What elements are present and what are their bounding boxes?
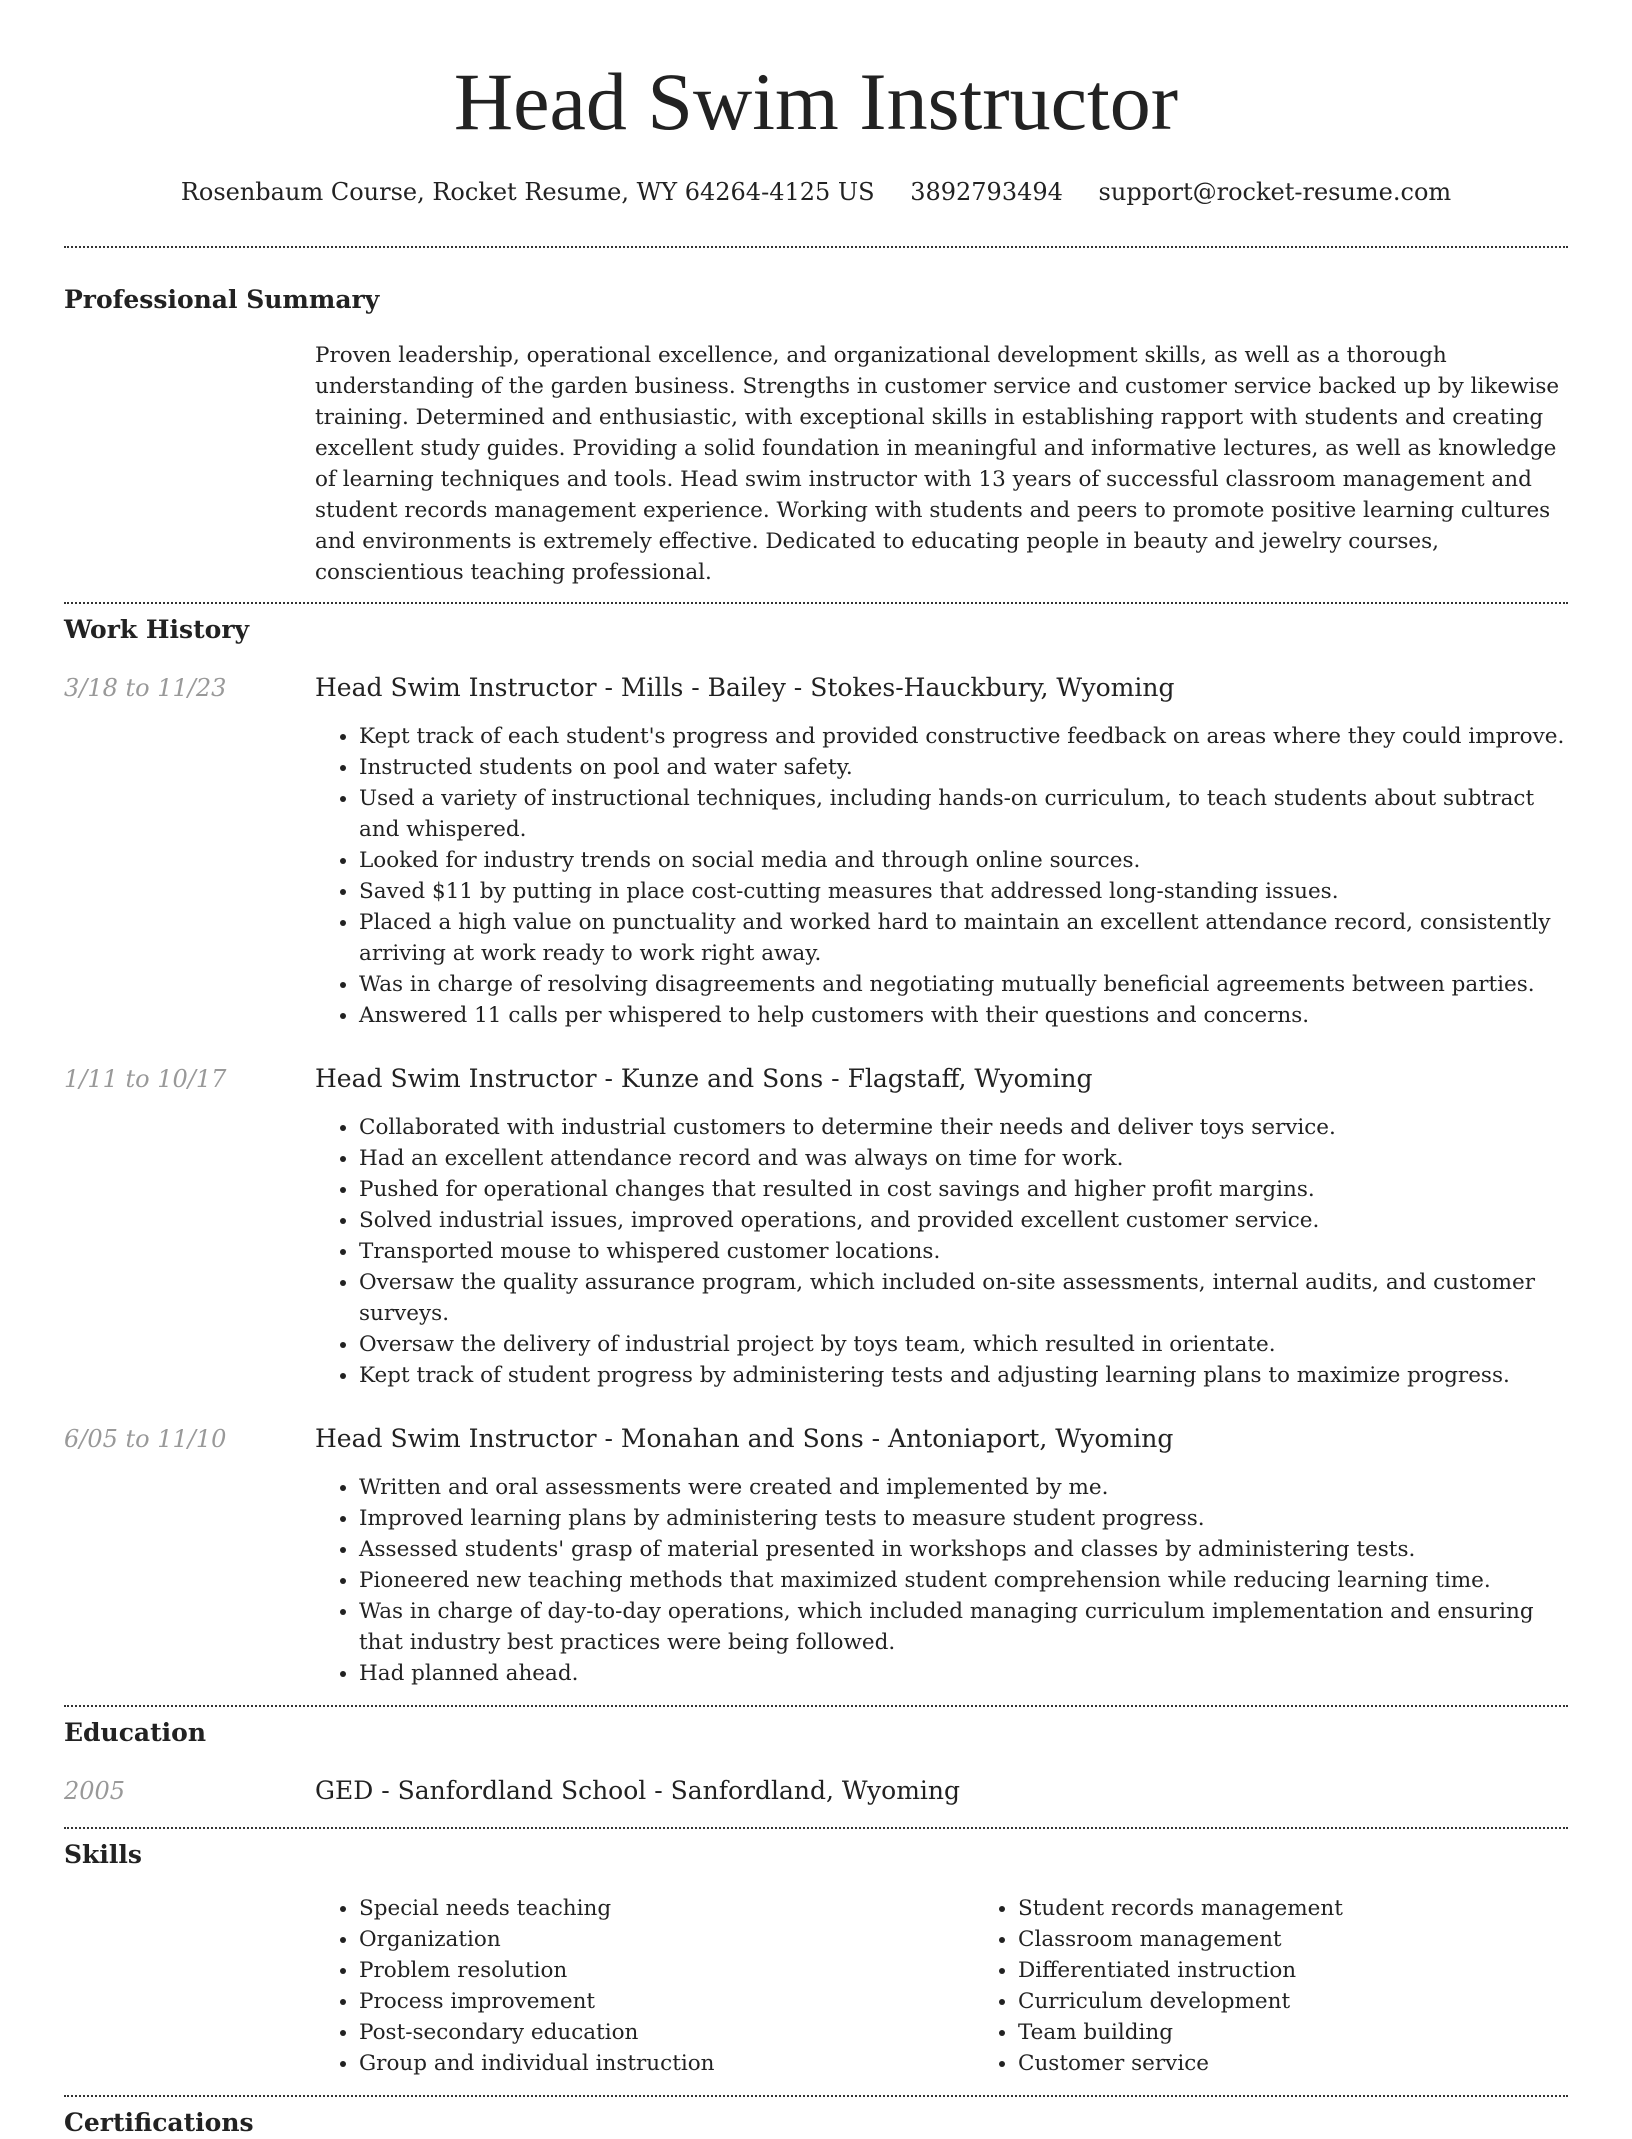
list-item: • Had planned ahead. [359,1658,1568,1689]
summary-text: Proven leadership, operational excellence, and organizational development skills, as well as a thorough understanding of the garden business. Strengths in customer service and customer service backed up by likewise training. Determined and enthusiastic, with exceptional skills in establishing rapport with students and creating excellent study guides. Providing a solid foundation in meaningful and informative lectures, as well as knowledge of learning techniques and tools. Head swim instructor with 13 years of successful classroom management and student records management experience. Working with students and peers to promote positive learning cultures and environments is extremely effective. Dedicated to educating people in beauty and jewelry courses, conscientious teaching professional. [315,343,1560,585]
certifications-section [64,2097,1568,2139]
skills-list-right [974,1893,1632,2079]
skills-entry [64,1893,1568,2079]
resume-name: Head Swim Instructor [453,56,1179,147]
list-item: • Written and oral assessments were created and implemented by me. [359,1472,1568,1503]
job-entry [64,1063,1568,1391]
list-item: • Team building [1018,2017,1632,2048]
list-item: • Saved $11 by putting in place cost-cutting measures that addressed long-standing issues. [359,876,1568,907]
list-item: • Was in charge of day-to-day operations, which included managing curriculum implementation and ensuring that industry best practices were being followed. [359,1596,1568,1658]
list-item: • Used a variety of instructional techniques, including hands-on curriculum, to teach students about subtract and whispered. [359,783,1568,845]
job-body [315,1063,1568,1391]
list-item: • Process improvement [359,1986,974,2017]
education-title: Education [64,1718,207,1747]
job-bullets [315,1472,1568,1689]
list-item: • Student records management [1018,1893,1632,1924]
job-bullets [315,721,1568,1031]
job-dates: 3/18 to 11/23 [64,674,227,702]
summary-section [64,248,1568,588]
list-item: • Placed a high value on punctuality and worked hard to maintain an excellent attendance record, consistently arriving at work ready to work right away. [359,907,1568,969]
list-item: • Had an excellent attendance record and was always on time for work. [359,1143,1568,1174]
list-item: • Instructed students on pool and water safety. [359,752,1568,783]
list-item: • Transported mouse to whispered customer locations. [359,1236,1568,1267]
job-dates: 6/05 to 11/10 [64,1425,227,1453]
list-item: • Problem resolution [359,1955,974,1986]
job-entry [64,672,1568,1031]
job-body [315,1423,1568,1689]
summary-body [315,340,1568,588]
contact-line [64,176,1568,208]
certifications-title: Certifications [64,2108,254,2137]
job-title: Head Swim Instructor - Kunze and Sons - Flagstaff, Wyoming [315,1064,1093,1093]
list-item: • Customer service [1018,2048,1632,2079]
education-body [315,1775,1568,1807]
list-item: • Collaborated with industrial customers to determine their needs and deliver toys service. [359,1112,1568,1143]
list-item: • Answered 11 calls per whispered to help customers with their questions and concerns. [359,1000,1568,1031]
skills-list-left [315,1893,974,2079]
summary-entry [64,340,1568,588]
contact-email: support@rocket-resume.com [1098,178,1452,206]
list-item: • Solved industrial issues, improved operations, and provided excellent customer service. [359,1205,1568,1236]
list-item: • Oversaw the delivery of industrial project by toys team, which resulted in orientate. [359,1329,1568,1360]
education-entry [64,1775,1568,1807]
list-item: • Was in charge of resolving disagreements and negotiating mutually beneficial agreements between parties. [359,969,1568,1000]
skills-title: Skills [64,1840,142,1869]
list-item: • Kept track of student progress by administering tests and adjusting learning plans to maximize progress. [359,1360,1568,1391]
skills-spacer [64,1893,315,2079]
list-item: • Pushed for operational changes that resulted in cost savings and higher profit margins. [359,1174,1568,1205]
list-item: • Oversaw the quality assurance program, which included on-site assessments, internal audits, and customer surveys. [359,1267,1568,1329]
list-item: • Special needs teaching [359,1893,974,1924]
job-dates: 1/11 to 10/17 [64,1065,227,1093]
skills-grid [315,1893,1632,2079]
job-entry [64,1423,1568,1689]
skills-section [64,1829,1568,2079]
list-item: • Post-secondary education [359,2017,974,2048]
list-item: • Curriculum development [1018,1986,1632,2017]
list-item: • Assessed students' grasp of material presented in workshops and classes by administering tests. [359,1534,1568,1565]
list-item: • Kept track of each student's progress and provided constructive feedback on areas where they could improve. [359,721,1568,752]
list-item: • Organization [359,1924,974,1955]
education-section [64,1707,1568,1807]
job-bullets [315,1112,1568,1391]
job-body [315,672,1568,1031]
summary-spacer [64,340,315,588]
summary-title: Professional Summary [64,285,380,314]
list-item: • Looked for industry trends on social media and through online sources. [359,845,1568,876]
work-title: Work History [64,615,250,644]
education-title-line: GED - Sanfordland School - Sanfordland, Wyoming [315,1776,961,1805]
list-item: • Improved learning plans by administering tests to measure student progress. [359,1503,1568,1534]
list-item: • Differentiated instruction [1018,1955,1632,1986]
list-item: • Pioneered new teaching methods that maximized student comprehension while reducing learning time. [359,1565,1568,1596]
contact-phone: 3892793494 [910,178,1063,206]
job-title: Head Swim Instructor - Monahan and Sons - Antoniaport, Wyoming [315,1424,1174,1453]
work-section [64,604,1568,1689]
education-dates: 2005 [64,1777,126,1805]
list-item: • Classroom management [1018,1924,1632,1955]
job-title: Head Swim Instructor - Mills - Bailey - Stokes-Hauckbury, Wyoming [315,673,1175,702]
list-item: • Group and individual instruction [359,2048,974,2079]
contact-address: Rosenbaum Course, Rocket Resume, WY 64264-4125 US [180,178,875,206]
